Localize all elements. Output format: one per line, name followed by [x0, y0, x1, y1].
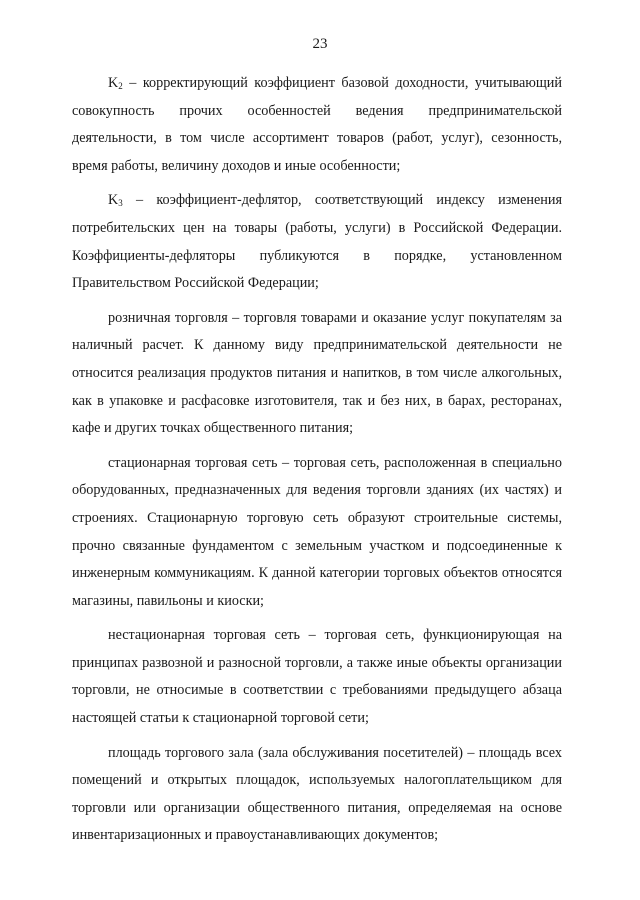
paragraph-text: – корректирующий коэффициент базовой доходности, учитывающий совокупность прочих особенностей ведения предпринимательской деятельности, в том числе ассортимент товаров (работ, услуг), сезонность, время работы, величину доходов и иные особенности;	[72, 75, 562, 174]
paragraph-nonstationary-network-definition: нестационарная торговая сеть – торговая сеть, функционирующая на принципах развозной и разносной торговли, а также иные объекты организации торговли, не относимые в соответствии с требованиями предыдущего абзаца настоящей статьи к стационарной торговой сети;	[72, 627, 562, 727]
paragraph-sales-floor-area-definition: площадь торгового зала (зала обслуживания посетителей) – площадь всех помещений и открытых площадок, используемых налогоплательщиком для торговли или организации общественного питания, определяемая на основе инвентаризационных и правоустанавливающих документов;	[72, 744, 562, 844]
paragraph-stationary-network-definition: стационарная торговая сеть – торговая сеть, расположенная в специально оборудованных, предназначенных для ведения торговли зданиях (их частях) и строениях. Стационарную торговую сеть образуют строительные системы, прочно связанные фундаментом с земельным участком и подсоединенные к инженерным коммуникациям. К данной категории торговых объектов относятся магазины, павильоны и киоски;	[72, 454, 562, 609]
document-body	[72, 70, 562, 857]
paragraph-k3-definition	[72, 187, 562, 297]
term-subscript: 3	[118, 198, 123, 209]
paragraph-text: – коэффициент-дефлятор, соответствующий индексу изменения потребительских цен на товары (работы, услуги) в Российской Федерации. Коэффициенты-дефляторы публикуются в порядке, установленном Правительством Российской Федерации;	[72, 192, 562, 292]
paragraph-retail-definition: розничная торговля – торговля товарами и оказание услуг покупателям за наличный расчет. К данному виду предпринимательской деятельности не относится реализация продуктов питания и напитков, в том числе алкогольных, как в упаковке и расфасовке изготовителя, так и без них, в барах, ресторанах, кафе и других точках общественного питания;	[72, 309, 562, 437]
page-number: 23	[312, 36, 328, 52]
paragraph-k2-definition	[72, 70, 562, 180]
term-k: K	[108, 192, 119, 209]
term-k: K	[108, 75, 119, 91]
term-subscript: 2	[118, 81, 123, 91]
